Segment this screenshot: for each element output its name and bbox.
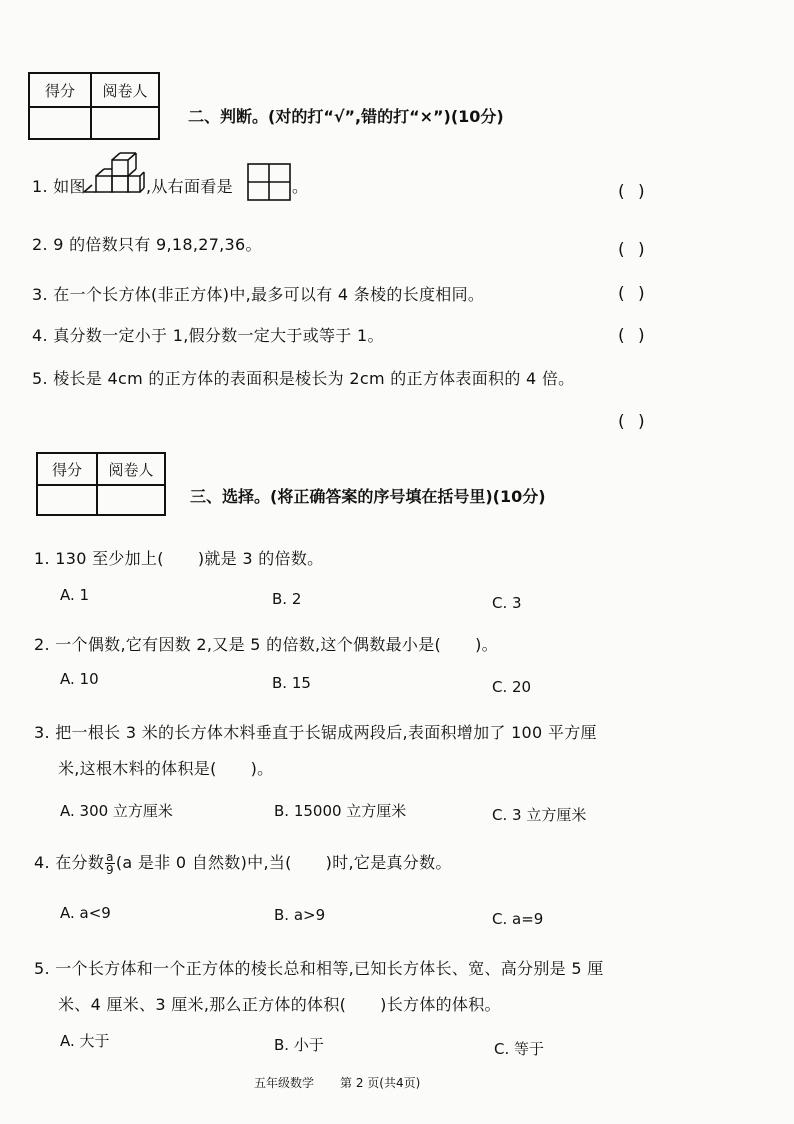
choice-q3-post: )。	[250, 759, 274, 778]
choice-q2-option-c[interactable]: C. 20	[492, 678, 532, 696]
choice-q1	[34, 546, 323, 569]
choice-q1-pre: 1. 130 至少加上(	[34, 549, 164, 568]
choice-q4-mid: (a 是非 0 自然数)中,当(	[115, 853, 292, 872]
choice-q4	[34, 850, 452, 876]
judge-q2-answer[interactable]: ( )	[618, 240, 649, 260]
score-header: 得分	[29, 73, 91, 107]
footer-subject: 五年级数学	[254, 1076, 315, 1090]
grader-header: 阅卷人	[97, 453, 165, 485]
score-header: 得分	[37, 453, 97, 485]
choice-q1-option-a[interactable]: A. 1	[60, 586, 90, 604]
choice-q5-line2	[58, 992, 501, 1015]
choice-q3-option-b[interactable]: B. 15000 立方厘米	[274, 802, 407, 820]
fraction-numerator: a	[106, 850, 114, 864]
choice-q3-option-a[interactable]: A. 300 立方厘米	[60, 802, 173, 820]
choice-q5-pre: 米、4 厘米、3 厘米,那么正方体的体积(	[58, 995, 347, 1014]
judge-q4-answer[interactable]: ( )	[618, 326, 649, 346]
choice-q2	[34, 632, 498, 655]
judge-q3-answer[interactable]: ( )	[618, 284, 649, 304]
grader-cell[interactable]	[91, 107, 159, 139]
choice-q3-line1: 3. 把一根长 3 米的长方体木料垂直于长锯成两段后,表面积增加了 100 平方厘	[34, 723, 597, 742]
grader-cell[interactable]	[97, 485, 165, 515]
cube-stack-figure	[82, 150, 146, 202]
choice-q1-option-c[interactable]: C. 3	[492, 594, 522, 612]
judge-q2: 2. 9 的倍数只有 9,18,27,36。	[32, 235, 262, 254]
choice-q5-post: )长方体的体积。	[380, 995, 501, 1014]
choice-q3-line2	[58, 756, 273, 779]
choice-q4-option-b[interactable]: B. a>9	[274, 906, 326, 924]
choice-q4-pre: 4. 在分数	[34, 853, 105, 872]
choice-q5-option-a[interactable]: A. 大于	[60, 1032, 110, 1050]
judge-q1	[32, 174, 86, 197]
score-cell[interactable]	[37, 485, 97, 515]
section2-title: 二、判断。(对的打“√”,错的打“×”)(10分)	[188, 107, 504, 126]
score-cell[interactable]	[29, 107, 91, 139]
judge-q5: 5. 棱长是 4cm 的正方体的表面积是棱长为 2cm 的正方体表面积的 4 倍。	[32, 369, 575, 388]
choice-q5-option-b[interactable]: B. 小于	[274, 1036, 324, 1054]
fraction-a-over-9	[105, 851, 115, 876]
choice-q5-line1: 5. 一个长方体和一个正方体的棱长总和相等,已知长方体长、宽、高分别是 5 厘	[34, 959, 604, 978]
choice-q4-option-a[interactable]: A. a<9	[60, 904, 111, 922]
grader-header: 阅卷人	[91, 73, 159, 107]
choice-q3-pre: 米,这根木料的体积是(	[58, 759, 217, 778]
choice-q3-option-c[interactable]: C. 3 立方厘米	[492, 806, 587, 824]
judge-q5-answer[interactable]: ( )	[618, 412, 649, 432]
choice-q2-pre: 2. 一个偶数,它有因数 2,又是 5 的倍数,这个偶数最小是(	[34, 635, 442, 654]
footer-page-number: 第 2 页(共4页)	[340, 1076, 421, 1090]
judge-q1-mid: ,从右面看是	[146, 177, 233, 196]
choice-q4-option-c[interactable]: C. a=9	[492, 910, 544, 928]
score-table-section2	[28, 72, 160, 140]
judge-q1-answer[interactable]: ( )	[618, 182, 649, 202]
judge-q1-prefix: 1. 如图	[32, 177, 86, 196]
score-table-section3	[36, 452, 166, 516]
choice-q2-option-b[interactable]: B. 15	[272, 674, 311, 692]
section3-title: 三、选择。(将正确答案的序号填在括号里)(10分)	[190, 487, 546, 506]
fraction-denominator: 9	[106, 863, 114, 877]
judge-q3: 3. 在一个长方体(非正方体)中,最多可以有 4 条棱的长度相同。	[32, 285, 485, 304]
right-view-figure	[246, 162, 292, 202]
choice-q1-post: )就是 3 的倍数。	[197, 549, 324, 568]
choice-q4-post: )时,它是真分数。	[325, 853, 452, 872]
choice-q1-option-b[interactable]: B. 2	[272, 590, 302, 608]
choice-q2-option-a[interactable]: A. 10	[60, 670, 99, 688]
choice-q2-post: )。	[475, 635, 498, 654]
choice-q5-option-c[interactable]: C. 等于	[494, 1040, 545, 1058]
judge-q4: 4. 真分数一定小于 1,假分数一定大于或等于 1。	[32, 326, 384, 345]
judge-q1-suffix: 。	[292, 177, 309, 196]
